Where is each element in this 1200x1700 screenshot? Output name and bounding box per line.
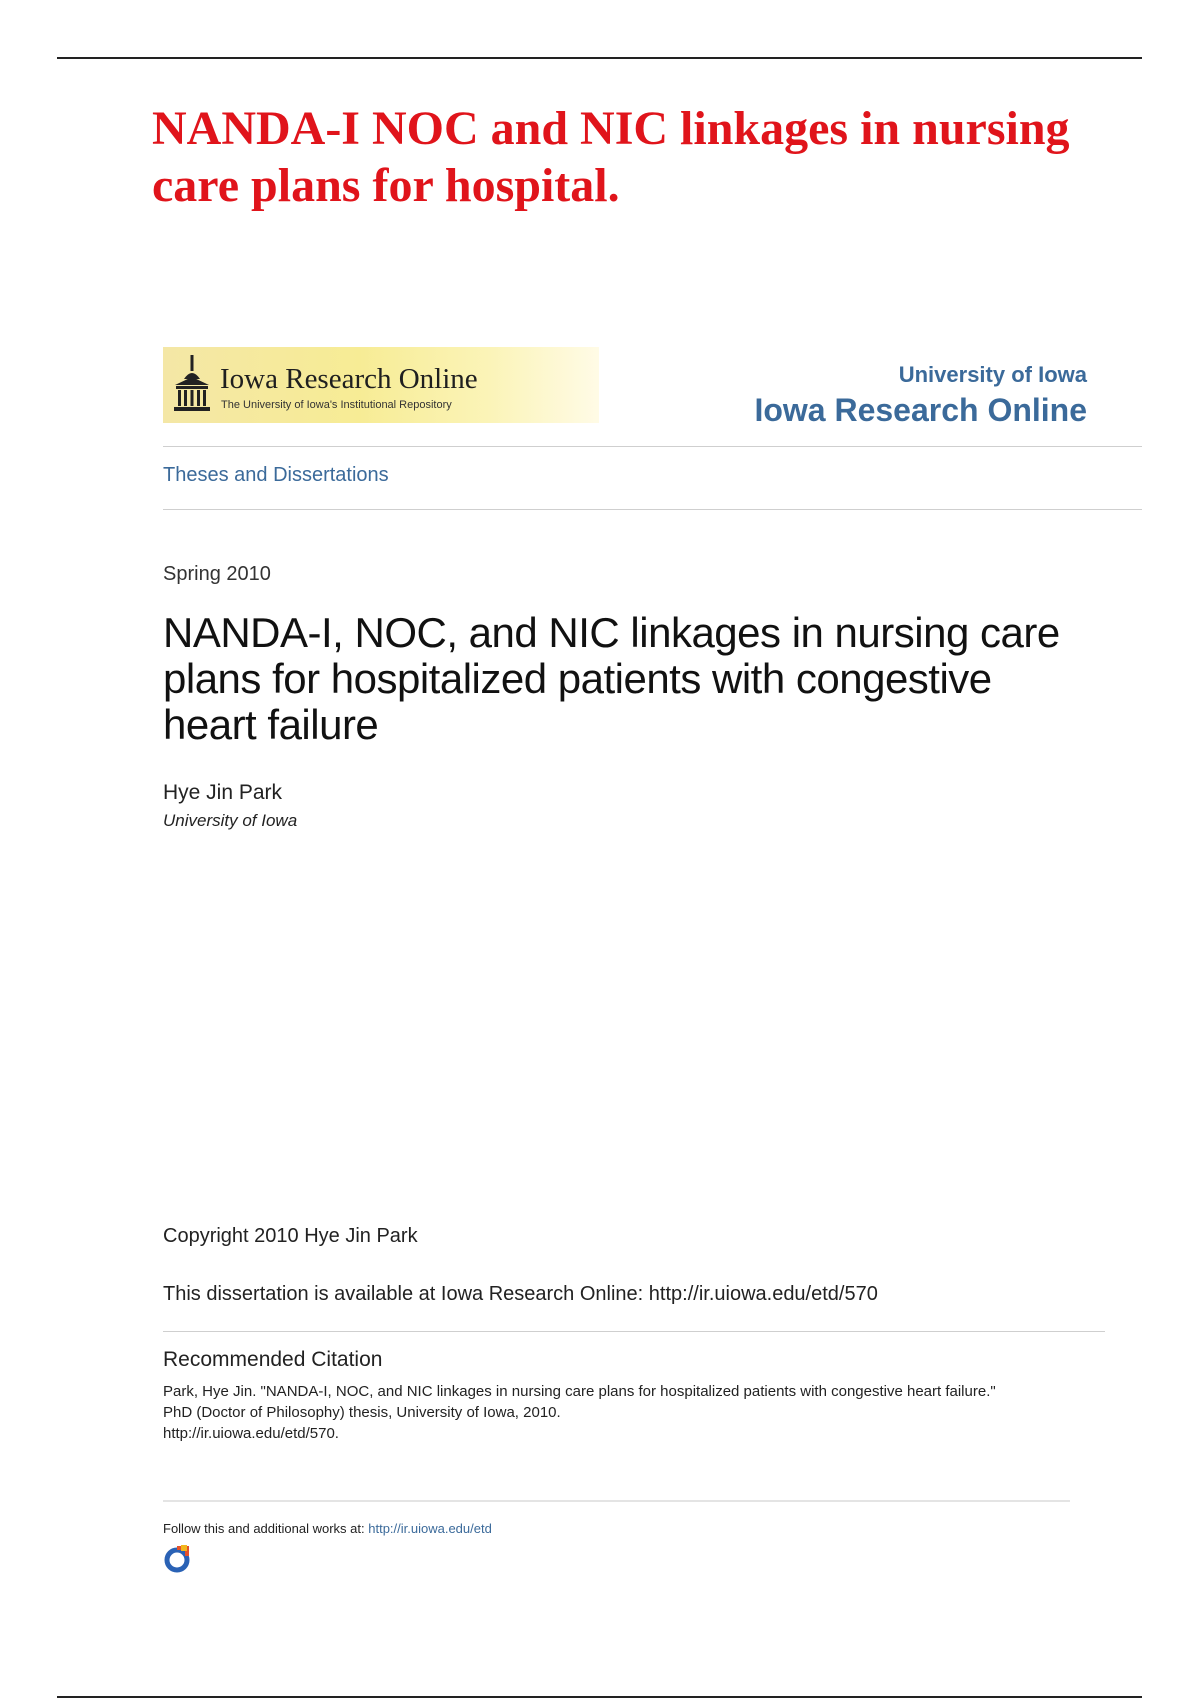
bepress-icon[interactable] (163, 1545, 191, 1573)
citation-text (163, 1381, 1063, 1444)
citation-line: http://ir.uiowa.edu/etd/570. (163, 1425, 339, 1442)
publication-date: Spring 2010 (163, 563, 271, 585)
author-name[interactable]: Hye Jin Park (163, 781, 283, 804)
follow-text: Follow this and additional works at: (163, 1521, 365, 1536)
author-affiliation: University of Iowa (163, 811, 298, 830)
university-name[interactable]: University of Iowa (898, 362, 1087, 387)
top-rule (57, 57, 1142, 59)
iro-logo (163, 347, 599, 423)
logo-title: Iowa Research Online (220, 363, 478, 395)
copyright-notice: Copyright 2010 Hye Jin Park (163, 1225, 418, 1247)
repository-name[interactable]: Iowa Research Online (754, 392, 1087, 428)
follow-line (163, 1521, 492, 1536)
bottom-rule (57, 1696, 1142, 1698)
citation-divider (163, 1331, 1105, 1332)
follow-link[interactable]: http://ir.uiowa.edu/etd (368, 1521, 492, 1536)
series-link[interactable]: Theses and Dissertations (163, 464, 389, 486)
citation-line: PhD (Doctor of Philosophy) thesis, University of Iowa, 2010. (163, 1404, 561, 1421)
footer-divider (163, 1500, 1070, 1502)
logo-subtitle: The University of Iowa's Institutional Repository (221, 399, 452, 411)
availability-statement: This dissertation is available at Iowa Research Online: http://ir.uiowa.edu/etd/570 (163, 1283, 878, 1305)
citation-line: Park, Hye Jin. "NANDA-I, NOC, and NIC linkages in nursing care plans for hospitalized patients with congestive heart failure." (163, 1383, 996, 1400)
series-divider (163, 509, 1142, 510)
citation-heading: Recommended Citation (163, 1348, 383, 1371)
document-title: NANDA-I, NOC, and NIC linkages in nursing care plans for hospitalized patients with congestive heart failure (163, 609, 1060, 748)
header-divider (163, 446, 1142, 447)
old-capitol-icon (171, 355, 213, 413)
banner-title: NANDA-I NOC and NIC linkages in nursing care plans for hospital. (152, 102, 1070, 212)
